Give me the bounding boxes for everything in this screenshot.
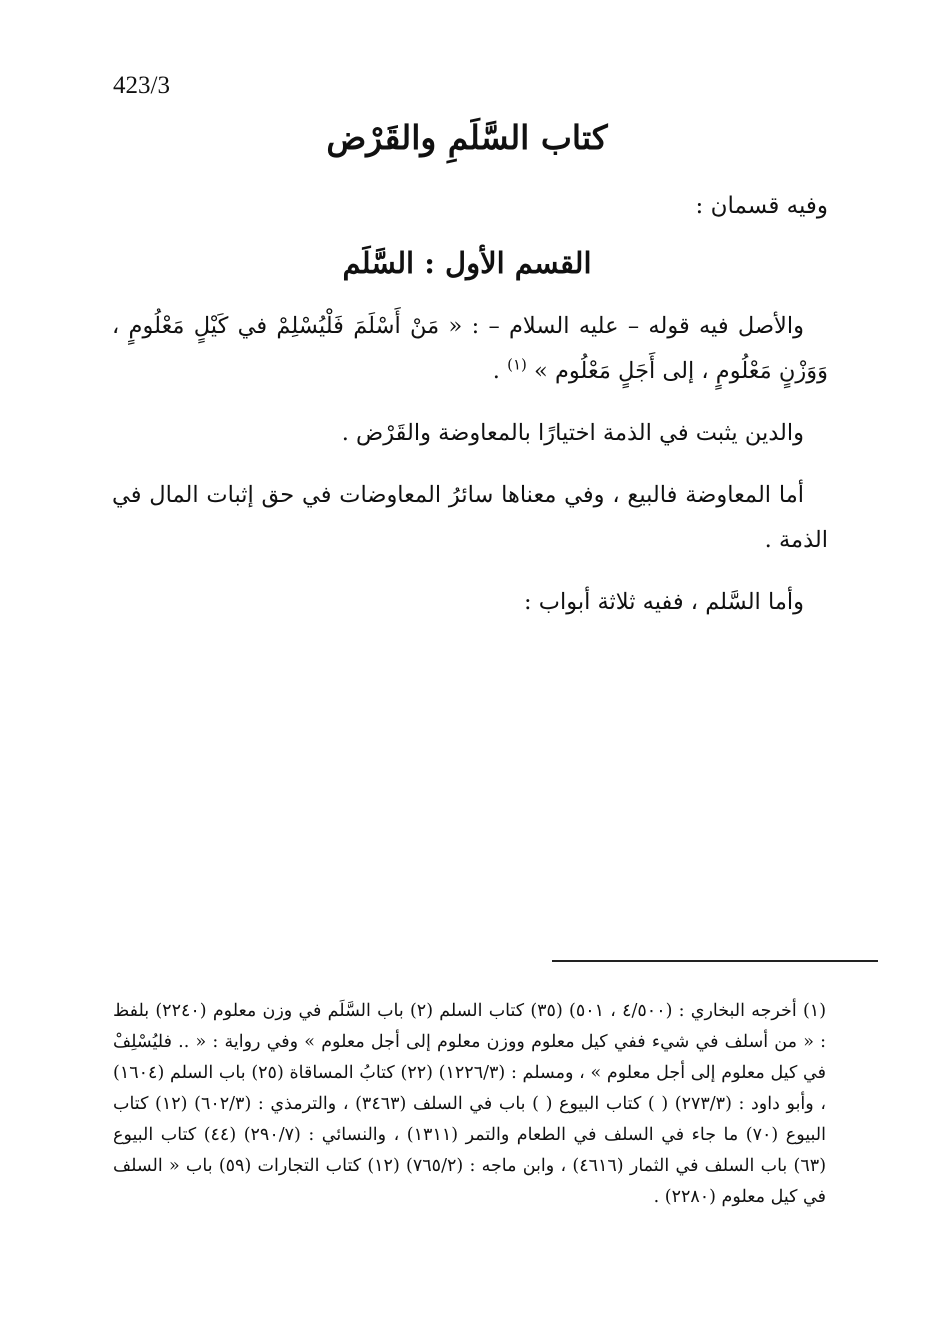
- hadith-text: والأصل فيه قوله – عليه السلام – : « مَنْ أَسْلَمَ فَلْيُسْلِمْ في كَيْلٍ مَعْلُومٍ ، وَوَزْنٍ مَعْلُومٍ ، إلى أَجَلٍ مَعْلُوم »: [112, 313, 828, 384]
- paragraph-salam-chapters: وأما السَّلم ، ففيه ثلاثة أبواب :: [524, 589, 804, 615]
- book-title: كتاب السَّلَمِ والقَرْض: [326, 118, 608, 157]
- page-number: 423/3: [113, 72, 170, 99]
- footnote-reference: (١): [507, 355, 527, 374]
- hadith-end: .: [492, 358, 508, 384]
- footnote-separator: [552, 960, 878, 962]
- paragraph-exchange: أما المعاوضة فالبيع ، وفي معناها سائرُ المعاوضات في حق إثبات المال في الذمة .: [112, 482, 828, 553]
- footnote-1: (١) أخرجه البخاري : (٤/٥٠٠ ، ٥٠١) (٣٥) كتاب السلم (٢) باب السَّلَم في وزن معلوم (٢٢٤٠) بلفظ : « من أسلف في شيء ففي كيل معلوم ووزن معلوم إلى أجل معلوم » وفي رواية : « .. فليُسْلِفْ في كيل معلوم إلى أجل معلوم » ، ومسلم : (١٢٢٦/٣) (٢٢) كتابُ المساقاة (٢٥) باب السلم (١٦٠٤) ، وأبو داود : (٢٧٣/٣) ( ) كتاب البيوع ( ) باب في السلف (٣٤٦٣) ، والترمذي : (٦٠٢/٣) (١٢) كتاب البيوع (٧٠) ما جاء في السلف في الطعام والتمر (١٣١١) ، والنسائي : (٢٩٠/٧) (٤٤) كتاب البيوع (٦٣) باب السلف في الثمار (٤٦١٦) ، وابن ماجه : (٧٦٥/٢) (١٢) كتاب التجارات (٥٩) باب « السلف في كيل معلوم (٢٢٨٠) .: [113, 1001, 827, 1207]
- section-heading: القسم الأول : السَّلَم: [342, 246, 592, 280]
- paragraph-debt: والدين يثبت في الذمة اختيارًا بالمعاوضة والقَرْض .: [341, 420, 804, 446]
- paragraph-hadith: [112, 304, 828, 394]
- intro-line: وفيه قسمان :: [695, 193, 828, 219]
- body-text: [112, 304, 828, 642]
- footnotes: [113, 996, 826, 1213]
